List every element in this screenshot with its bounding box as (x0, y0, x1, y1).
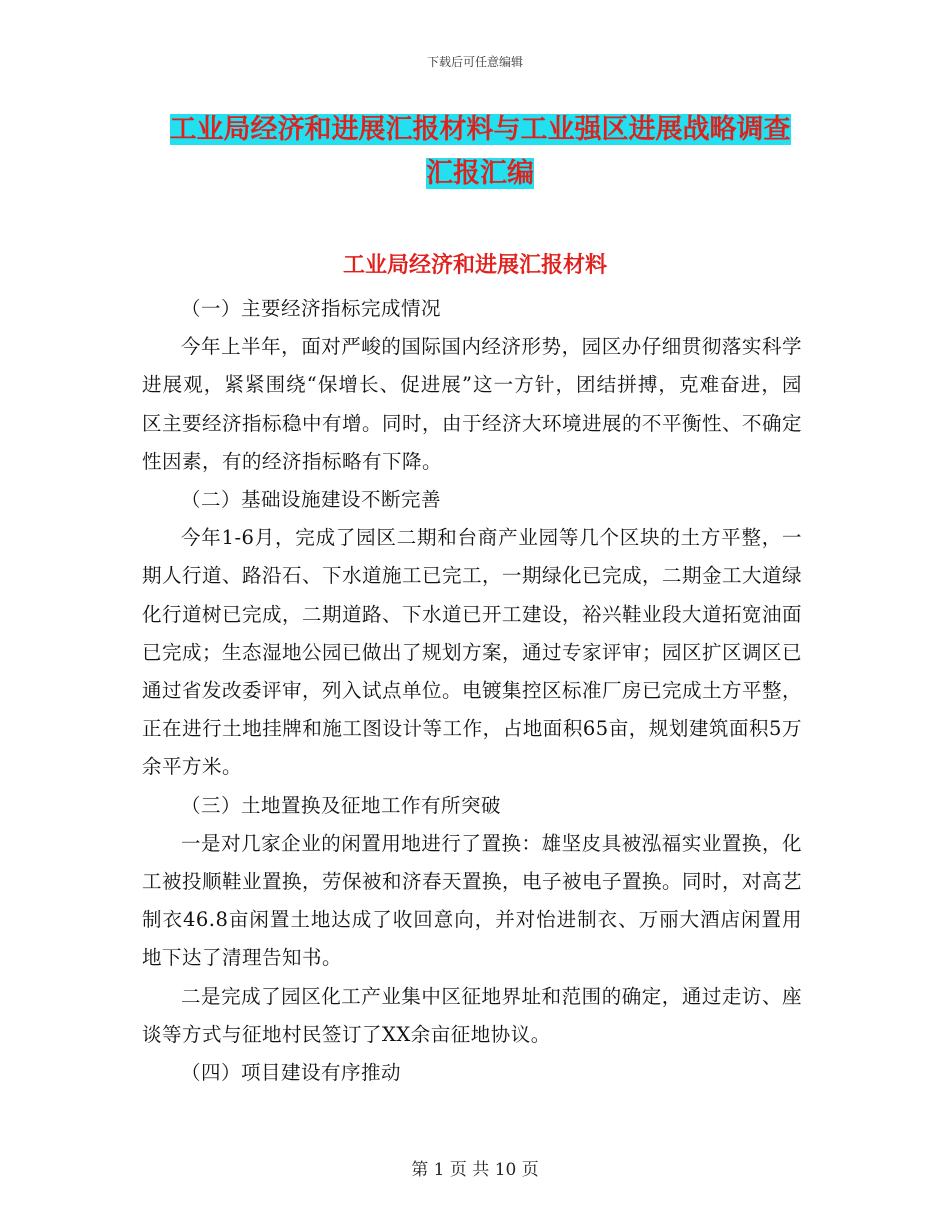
paragraph-first-half-summary: 今年上半年，面对严峻的国际国内经济形势，园区办仔细贯彻落实科学进展观，紧紧围绕“保增长、促进展”这一方针，团结拼搏，克难奋进，园区主要经济指标稳中有增。同时，由于经济大环境进展的不平衡性、不确定性因素，有的经济指标略有下降。 (142, 335, 803, 473)
document-title (150, 108, 810, 196)
section-title: 工业局经济和进展汇报材料 (342, 252, 607, 278)
document-body (142, 290, 802, 1092)
heading-infrastructure: （二）基础设施建设不断完善 (181, 488, 442, 512)
document-title-line-1: 工业局经济和进展汇报材料与工业强区进展战略调查 (169, 114, 791, 145)
heading-project-construction: （四）项目建设有序推动 (181, 1061, 402, 1085)
page-header: 下载后可任意编辑 (426, 55, 523, 69)
heading-main-indicators: （一）主要经济指标完成情况 (181, 297, 442, 320)
paragraph-land-replacement-2: 二是完成了园区化工产业集中区征地界址和范围的确定，通过走访、座谈等方式与征地村民签订了XX余亩征地协议。 (142, 984, 802, 1046)
document-title-line-2: 汇报汇编 (426, 158, 534, 189)
paragraph-land-replacement-1: 一是对几家企业的闲置用地进行了置换：雄坚皮具被泓福实业置换，化工被投顺鞋业置换，劳保被和济春天置换，电子被电子置换。同时，对高艺制衣46.8亩闲置土地达成了收回意向，并对怡进制衣、万丽大酒店闲置用地下达了清理告知书。 (142, 831, 803, 970)
page-number: 第 1 页 共 10 页 (411, 1160, 539, 1180)
paragraph-infrastructure: 今年1-6月，完成了园区二期和台商产业园等几个区块的土方平整，一期人行道、路沿石、下水道施工已完工，一期绿化已完成，二期金工大道绿化行道树已完成，二期道路、下水道已开工建设，裕兴鞋业段大道拓宽油面已完成；生态湿地公园已做出了规划方案，通过专家评审；园区扩区调区已通过省发改委评审，列入试点单位。电镀集控区标准厂房已完成土方平整，正在进行土地挂牌和施工图设计等工作，占地面积65亩，规划建筑面积5万余平方米。 (142, 526, 803, 779)
heading-land-replacement: （三）土地置换及征地工作有所突破 (181, 793, 502, 817)
